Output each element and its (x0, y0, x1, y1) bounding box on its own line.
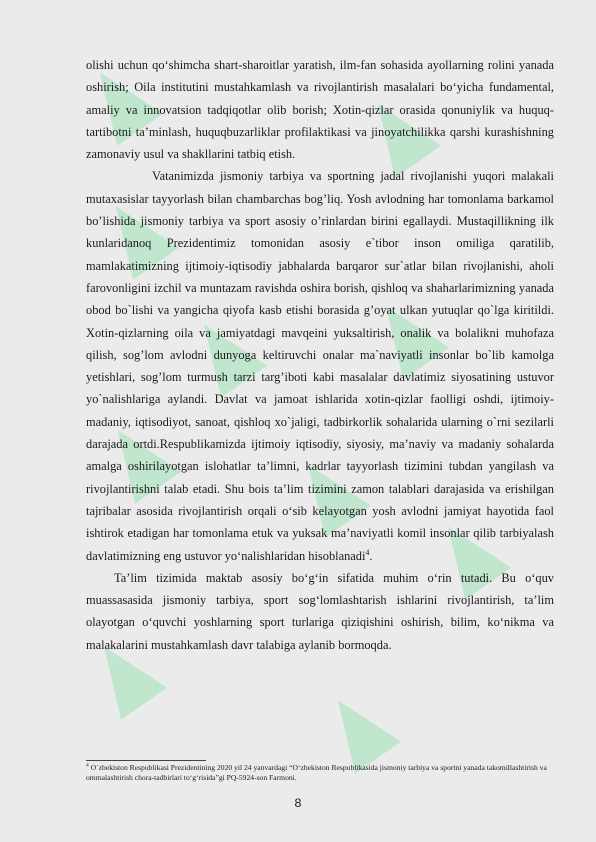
footnote (86, 763, 554, 783)
watermark-icon (315, 684, 401, 773)
paragraph-3: Ta’lim tizimida maktab asosiy bo‘g‘in sifatida muhim o‘rin tutadi. Bu o‘quv muassasasida jismoniy tarbiya, sport sog‘lomlashtarish ishlarini rivojlantirish, ta’lim olayotgan o‘quvchi yoshlarning sport turlariga qiziqishini oshirish, bilim, ko‘nikma va malakalarini mustahkamlash davr talabiga aylanib bormoqda. (86, 570, 554, 652)
paragraph-1: olishi uchun qo‘shimcha shart-sharoitlar yaratish, ilm-fan sohasida ayollarning rolini yanada oshirish; Oila institutini mustahkamlash va rivojlantirish masalalari bo‘yicha fundamental, amaliy va innovatsion tadqiqotlar olib borish; Xotin-qizlar orasida qonuniylik va huquq-tartibotni ta’minlash, huquqbuzarliklar profilaktikasi va jinoyatchilikka qarshi kurashishning zamonaviy usul va shakllarini tatbiq etish. (86, 58, 554, 162)
paragraph-2 (86, 165, 554, 566)
paragraph-2-text: Vatanimizda jismoniy tarbiya va sportning jadal rivojlanishi yuqori malakali mutaxasislar tayyorlash bilan chambarchas bog’liq. Yosh avlodning har tomonlama barkamol bo’lishida jismoniy tarbiya va sport asosiy o’rinlardan birini egallaydi. Mustaqillikning ilk kunlaridanoq Prezidentimiz tomonidan asosiy e`tibor inson omiliga qaratilib, mamlakatimizning ijtimoiy-iqtisodiy jabhalarda barqaror sur`atlar bilan rivojlanishi, aholi farovonligini izchil va muntazam ravishda oshira borish, qishloq va shaharlarimizning yanada obod bo`lishi va yangicha qiyofa kasb etishi borasida g’oyat ulkan yutuqlar qo`lga kiritildi. Xotin-qizlarning oila va jamiyatdagi mavqeini yuksaltirish, onalik va bolalikni muhofaza qilish, sog’lom avlodni dunyoga keltiruvchi onalar ma`naviyatli insonlar bo`lib kamolga yetishlari, sog’lom turmush tarzi targ’iboti kabi masalalar davlatimiz siyosatining ustuvor yo`nalishlariga aylandi. Davlat va jamoat ishlarida xotin-qizlar faolligi oshdi, ijtimoiy-madaniy, iqtisodiyot, sanoat, qishloq xo`jaligi, tadbirkorlik sohalarida ularning o`rni sezilarli darajada ortdi.Respublikamizda ijtimoiy iqtisodiy, siyosiy, ma’naviy va madaniy sohalarda amalga oshirilayotgan islohatlar ta’limni, kadrlar tayyorlash tizimini tubdan yangilash va rivojlantirishni talab etadi. Shu bois ta’lim tizimini zamon talablari darajasida va erishilgan tajribalar asosida rivojlantirish orqali o‘sib kelayotgan yosh avlodni jamiyat hayotida faol ishtirok etadigan har tomonlama etuk va yuksak ma’naviyatli komil insonlar qilib tarbiyalash davlatimizning eng ustuvor yo‘nalishlaridan hisoblanadi (86, 169, 554, 563)
footnote-marker: 4 (86, 762, 89, 769)
document-body (86, 54, 554, 656)
footnote-text: O`zbekiston Respublikasi Prezidentining 2020 yil 24 yanvardagi “O‘zbekiston Respublikasida jismoniy tarbiya va sportni yanada takomillashtirish va ommalashtirish chora-tadbirlari to‘g‘risida”gi PQ-5924-son Farmoni. (86, 763, 547, 783)
paragraph-2-end: . (369, 548, 373, 563)
footnote-separator (86, 760, 206, 761)
footnote-reference: 4 (365, 547, 370, 557)
page-number: 8 (294, 796, 302, 810)
